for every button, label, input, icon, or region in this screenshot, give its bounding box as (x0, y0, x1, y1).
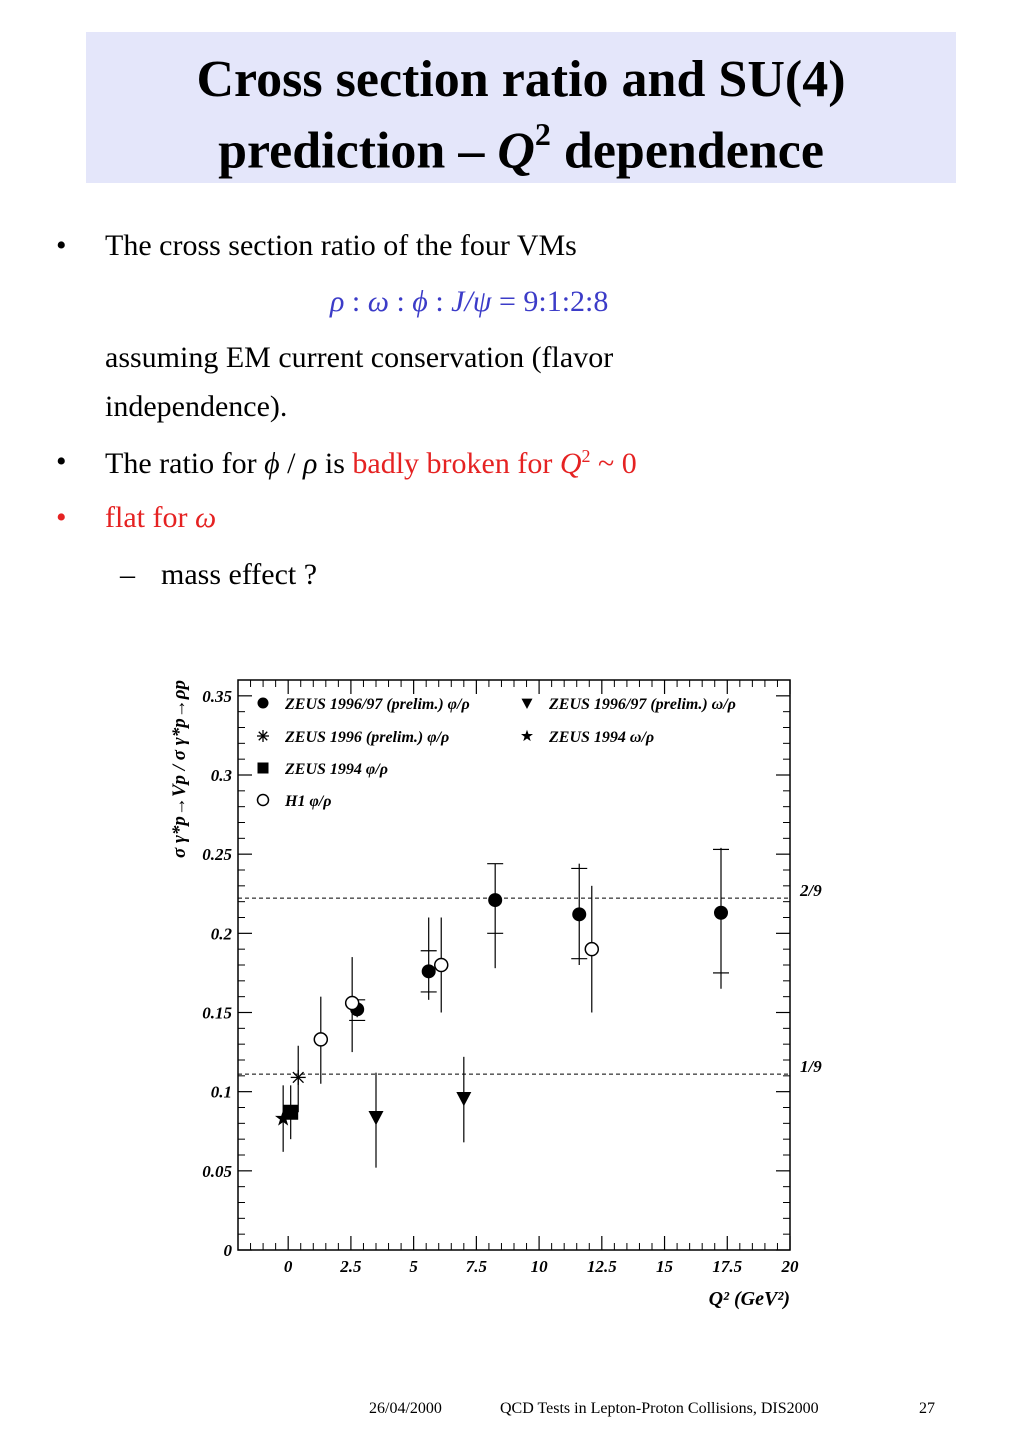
data-point-marker (369, 1111, 384, 1125)
y-tick-label: 0 (223, 1241, 232, 1260)
legend-label: H1 φ/ρ (285, 793, 332, 810)
x-tick-label: 5 (409, 1257, 418, 1276)
legend-marker (258, 795, 269, 806)
footer-page-number: 27 (919, 1400, 935, 1417)
legend-entry (522, 696, 736, 713)
data-point (585, 886, 598, 1013)
data-point (314, 997, 327, 1084)
page-title-line-1: Cross section ratio and SU(4) (196, 51, 846, 108)
data-point-marker (435, 959, 448, 972)
page-title-line-2: prediction – $Q^2$ dependence (218, 116, 824, 180)
legend-label: ZEUS 1994 ω/ρ (549, 729, 655, 746)
data-point-marker (714, 906, 728, 920)
legend-marker (521, 730, 533, 741)
reference-line-label: 2/9 (800, 881, 822, 901)
data-point-marker (314, 1033, 327, 1046)
data-point (487, 864, 503, 969)
bullet-1-cont-line-1: assuming EM current conservation (flavor (105, 341, 614, 374)
data-point-marker (585, 943, 598, 956)
legend-entry (521, 729, 654, 746)
legend-entry (258, 761, 388, 778)
y-tick-label: 0.2 (210, 924, 232, 944)
y-tick-label: 0.15 (202, 1003, 232, 1023)
legend-marker (522, 699, 533, 709)
vm-ratio-formula: ρ : ω : ϕ : J/ψ = 9:1:2:8 (330, 285, 609, 318)
y-tick-label: 0.05 (202, 1161, 232, 1181)
data-point (435, 918, 448, 1013)
x-tick-label: 10 (530, 1257, 548, 1276)
x-tick-label: 7.5 (465, 1257, 487, 1276)
bullet-marker: • (56, 229, 67, 262)
data-point (346, 957, 359, 1052)
legend-entry (258, 793, 332, 810)
data-point-marker (572, 907, 586, 921)
x-tick-label: 0 (283, 1257, 293, 1276)
legend-label: ZEUS 1996/97 (prelim.) φ/ρ (285, 696, 470, 713)
data-point (283, 1085, 298, 1139)
data-point-marker (488, 893, 502, 907)
x-tick-label: 2.5 (340, 1257, 362, 1276)
legend-label: ZEUS 1994 φ/ρ (285, 761, 388, 778)
bullet-3-text: flat for ω (105, 501, 217, 534)
legend-label: ZEUS 1996 (prelim.) φ/ρ (285, 729, 450, 746)
y-axis-title: σ γ*p→Vp / σ γ*p→ρp (169, 680, 190, 859)
data-point (456, 1057, 471, 1143)
y-tick-label: 0.3 (210, 766, 232, 785)
bullet-1-text: The cross section ratio of the four VMs (105, 229, 577, 262)
x-axis-title: Q² (GeV²) (708, 1288, 790, 1310)
bullet-2-text: The ratio for ϕ / ρ is badly broken for $Q^2$ ~ 0 (105, 446, 637, 480)
data-point-marker (422, 964, 436, 978)
legend-label: ZEUS 1996/97 (prelim.) ω/ρ (549, 696, 736, 713)
x-tick-label: 15 (656, 1257, 674, 1276)
data-point (713, 848, 729, 989)
bullet-1-cont-line-2: independence). (105, 390, 288, 423)
legend-marker (258, 763, 269, 774)
sub-bullet-dash: – (120, 558, 135, 591)
data-point-marker (346, 997, 359, 1010)
footer-conference: QCD Tests in Lepton-Proton Collisions, DIS2000 (500, 1400, 819, 1417)
x-tick-label: 17.5 (712, 1257, 743, 1276)
data-point (421, 918, 437, 1000)
data-point-marker (456, 1092, 471, 1106)
y-tick-label: 0.25 (202, 845, 232, 865)
x-tick-label: 20 (781, 1257, 799, 1276)
data-point (291, 1046, 306, 1113)
y-tick-label: 0.35 (202, 686, 232, 706)
data-point (369, 1073, 384, 1168)
legend-entry (258, 696, 470, 713)
legend-entry (257, 729, 449, 746)
legend-marker (258, 698, 269, 709)
sub-bullet-text: mass effect ? (161, 558, 318, 591)
x-tick-label: 12.5 (586, 1257, 617, 1276)
bullet-marker: • (56, 501, 67, 534)
bullet-marker: • (56, 445, 67, 478)
reference-line-label: 1/9 (800, 1057, 822, 1077)
footer-date: 26/04/2000 (369, 1400, 442, 1417)
y-tick-label: 0.1 (210, 1082, 232, 1102)
